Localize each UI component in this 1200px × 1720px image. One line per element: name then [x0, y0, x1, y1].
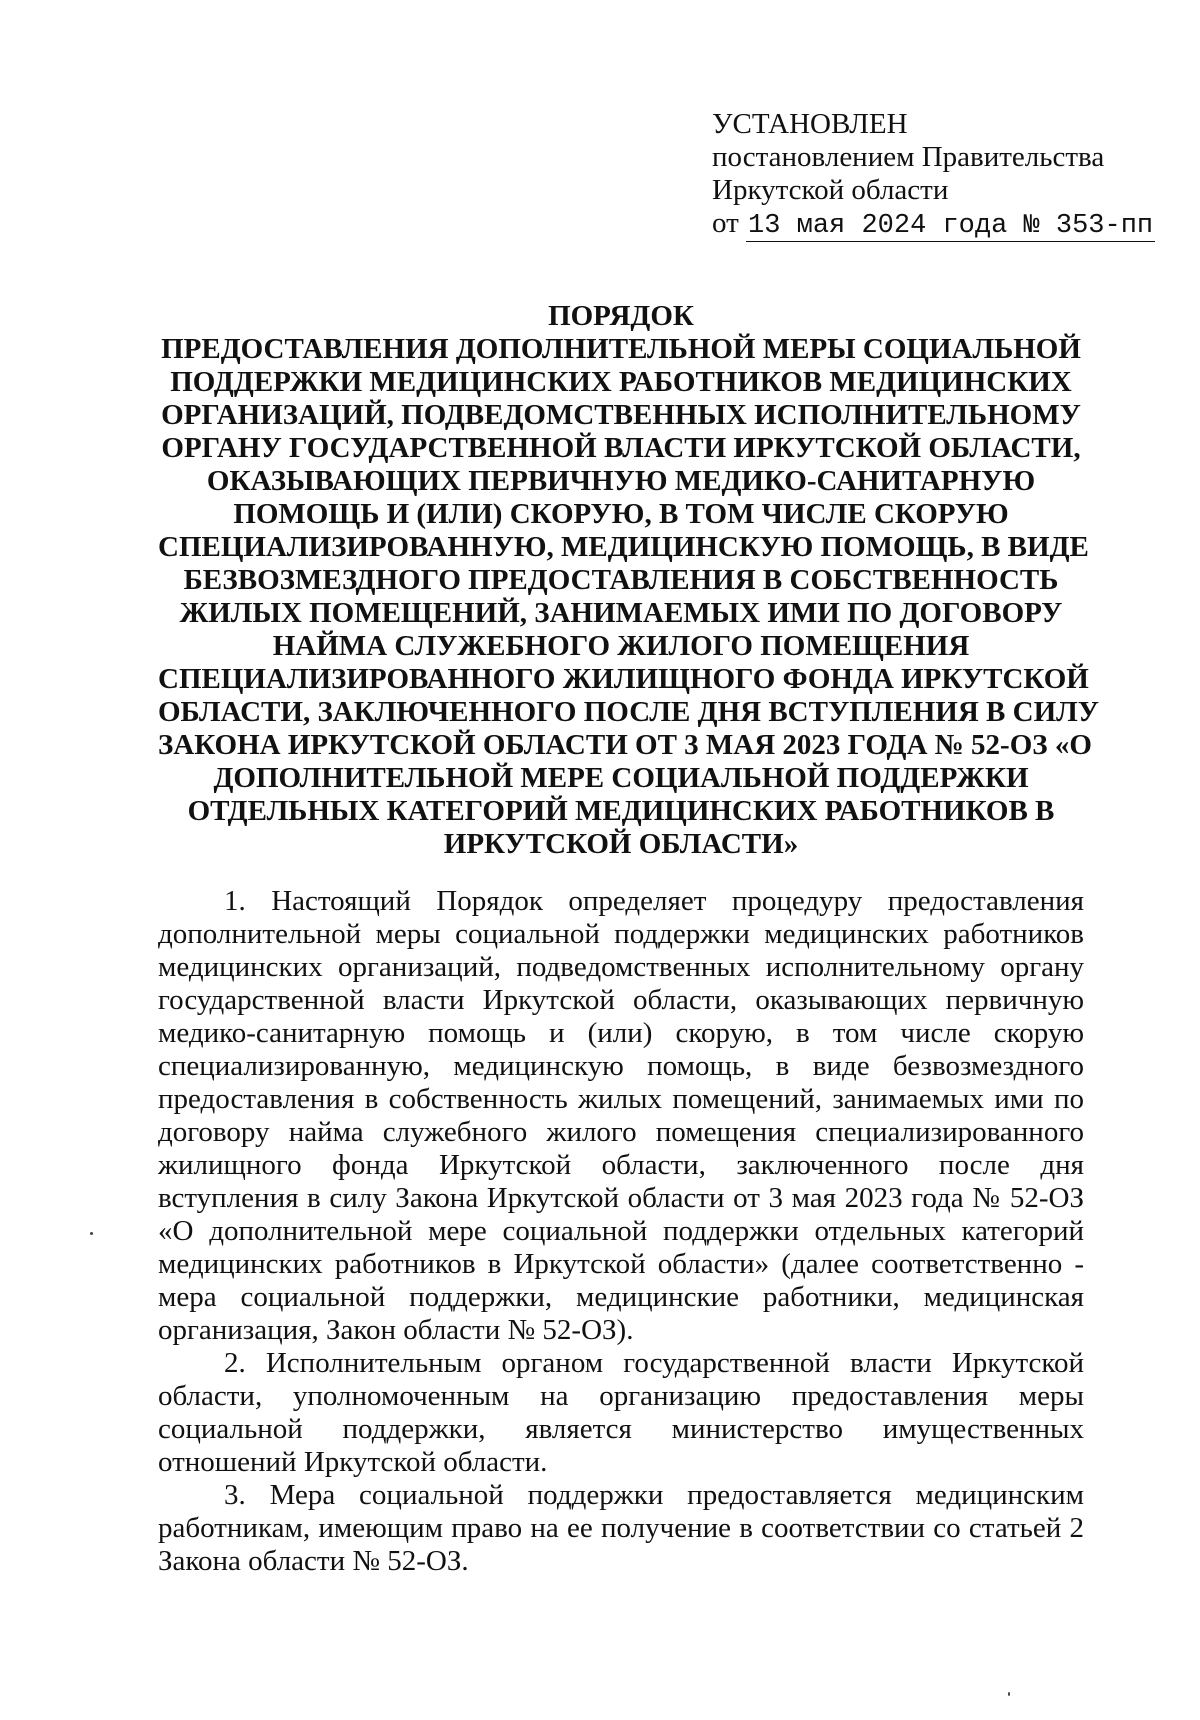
title-line: ЖИЛЫХ ПОМЕЩЕНИЙ, ЗАНИМАЕМЫХ ИМИ ПО ДОГОВОРУ [179, 597, 1063, 629]
title-line: ДОПОЛНИТЕЛЬНОЙ МЕРЕ СОЦИАЛЬНОЙ ПОДДЕРЖКИ [213, 762, 1029, 794]
title-line: СПЕЦИАЛИЗИРОВАННУЮ, МЕДИЦИНСКУЮ ПОМОЩЬ, В ВИДЕ [158, 531, 1089, 563]
paragraph-3: 3. Мера социальной поддержки предоставляется медицинским работникам, имеющим право на ее получение в соответствии со статьей 2 Закона области № 52-ОЗ. [158, 1479, 1084, 1577]
title-line: ЗАКОНА ИРКУТСКОЙ ОБЛАСТИ ОТ 3 МАЯ 2023 ГОДА № 52-ОЗ «О [158, 729, 1092, 761]
title-line: ПОРЯДОК [548, 300, 694, 332]
title-line: ИРКУТСКОЙ ОБЛАСТИ» [443, 828, 799, 860]
title-line: БЕЗВОЗМЕЗДНОГО ПРЕДОСТАВЛЕНИЯ В СОБСТВЕННОСТЬ [183, 564, 1059, 596]
approval-status: УСТАНОВЛЕН [712, 108, 908, 140]
paragraph-2: 2. Исполнительным органом государственной власти Иркутской области, уполномоченным на организацию предоставления меры социальной поддержки, является министерство имущественных отношений Иркутской области. [158, 1347, 1084, 1478]
approval-issuer-line2: Иркутской области [712, 174, 949, 206]
document-body [158, 885, 1084, 1578]
title-line: ПРЕДОСТАВЛЕНИЯ ДОПОЛНИТЕЛЬНОЙ МЕРЫ СОЦИАЛЬНОЙ [161, 333, 1081, 365]
title-line: ПОМОЩЬ И (ИЛИ) СКОРУЮ, В ТОМ ЧИСЛЕ СКОРУЮ [233, 498, 1009, 530]
title-line: ОТДЕЛЬНЫХ КАТЕГОРИЙ МЕДИЦИНСКИХ РАБОТНИКОВ В [187, 795, 1055, 827]
approval-order-prefix: от [712, 207, 739, 239]
title-line: СПЕЦИАЛИЗИРОВАННОГО ЖИЛИЩНОГО ФОНДА ИРКУТСКОЙ [158, 663, 1089, 695]
paragraph-1: 1. Настоящий Порядок определяет процедуру предоставления дополнительной меры социальной поддержки медицинских работников медицинских организаций, подведомственных исполнительному органу государственной власти Иркутской области, оказывающих первичную медико-санитарную помощь и (или) скорую, в том числе скорую специализированную, медицинскую помощь, в виде безвозмездного предоставления в собственность жилых помещений, занимаемых ими по договору найма служебного жилого помещения специализированного жилищного фонда Иркутской области, заключенного после дня вступления в силу Закона Иркутской области от 3 мая 2023 года № 52-ОЗ «О дополнительной мере социальной поддержки отдельных категорий медицинских работников в Иркутской области» (далее соответственно - мера социальной поддержки, медицинские работники, медицинская организация, Закон области № 52-ОЗ). [158, 885, 1084, 1346]
approval-order-line [712, 207, 1152, 243]
title-line: ОКАЗЫВАЮЩИХ ПЕРВИЧНУЮ МЕДИКО-САНИТАРНУЮ [206, 465, 1036, 497]
approval-order-date-number: 13 мая 2024 года № 353-пп [748, 211, 1154, 241]
document-title [158, 300, 1100, 861]
title-line: ПОДДЕРЖКИ МЕДИЦИНСКИХ РАБОТНИКОВ МЕДИЦИНСКИХ [170, 366, 1072, 398]
approval-issuer-line1: постановлением Правительства [712, 141, 1105, 173]
title-line: НАЙМА СЛУЖЕБНОГО ЖИЛОГО ПОМЕЩЕНИЯ [272, 630, 970, 662]
title-line: ОРГАНУ ГОСУДАРСТВЕННОЙ ВЛАСТИ ИРКУТСКОЙ ОБЛАСТИ, [161, 432, 1081, 464]
approval-stamp-block [712, 108, 1152, 243]
title-line: ОРГАНИЗАЦИЙ, ПОДВЕДОМСТВЕННЫХ ИСПОЛНИТЕЛЬНОМУ [161, 399, 1081, 431]
title-line: ОБЛАСТИ, ЗАКЛЮЧЕННОГО ПОСЛЕ ДНЯ ВСТУПЛЕНИЯ В СИЛУ [158, 696, 1100, 728]
scan-speck [1008, 1692, 1010, 1696]
scan-speck [90, 1232, 93, 1235]
